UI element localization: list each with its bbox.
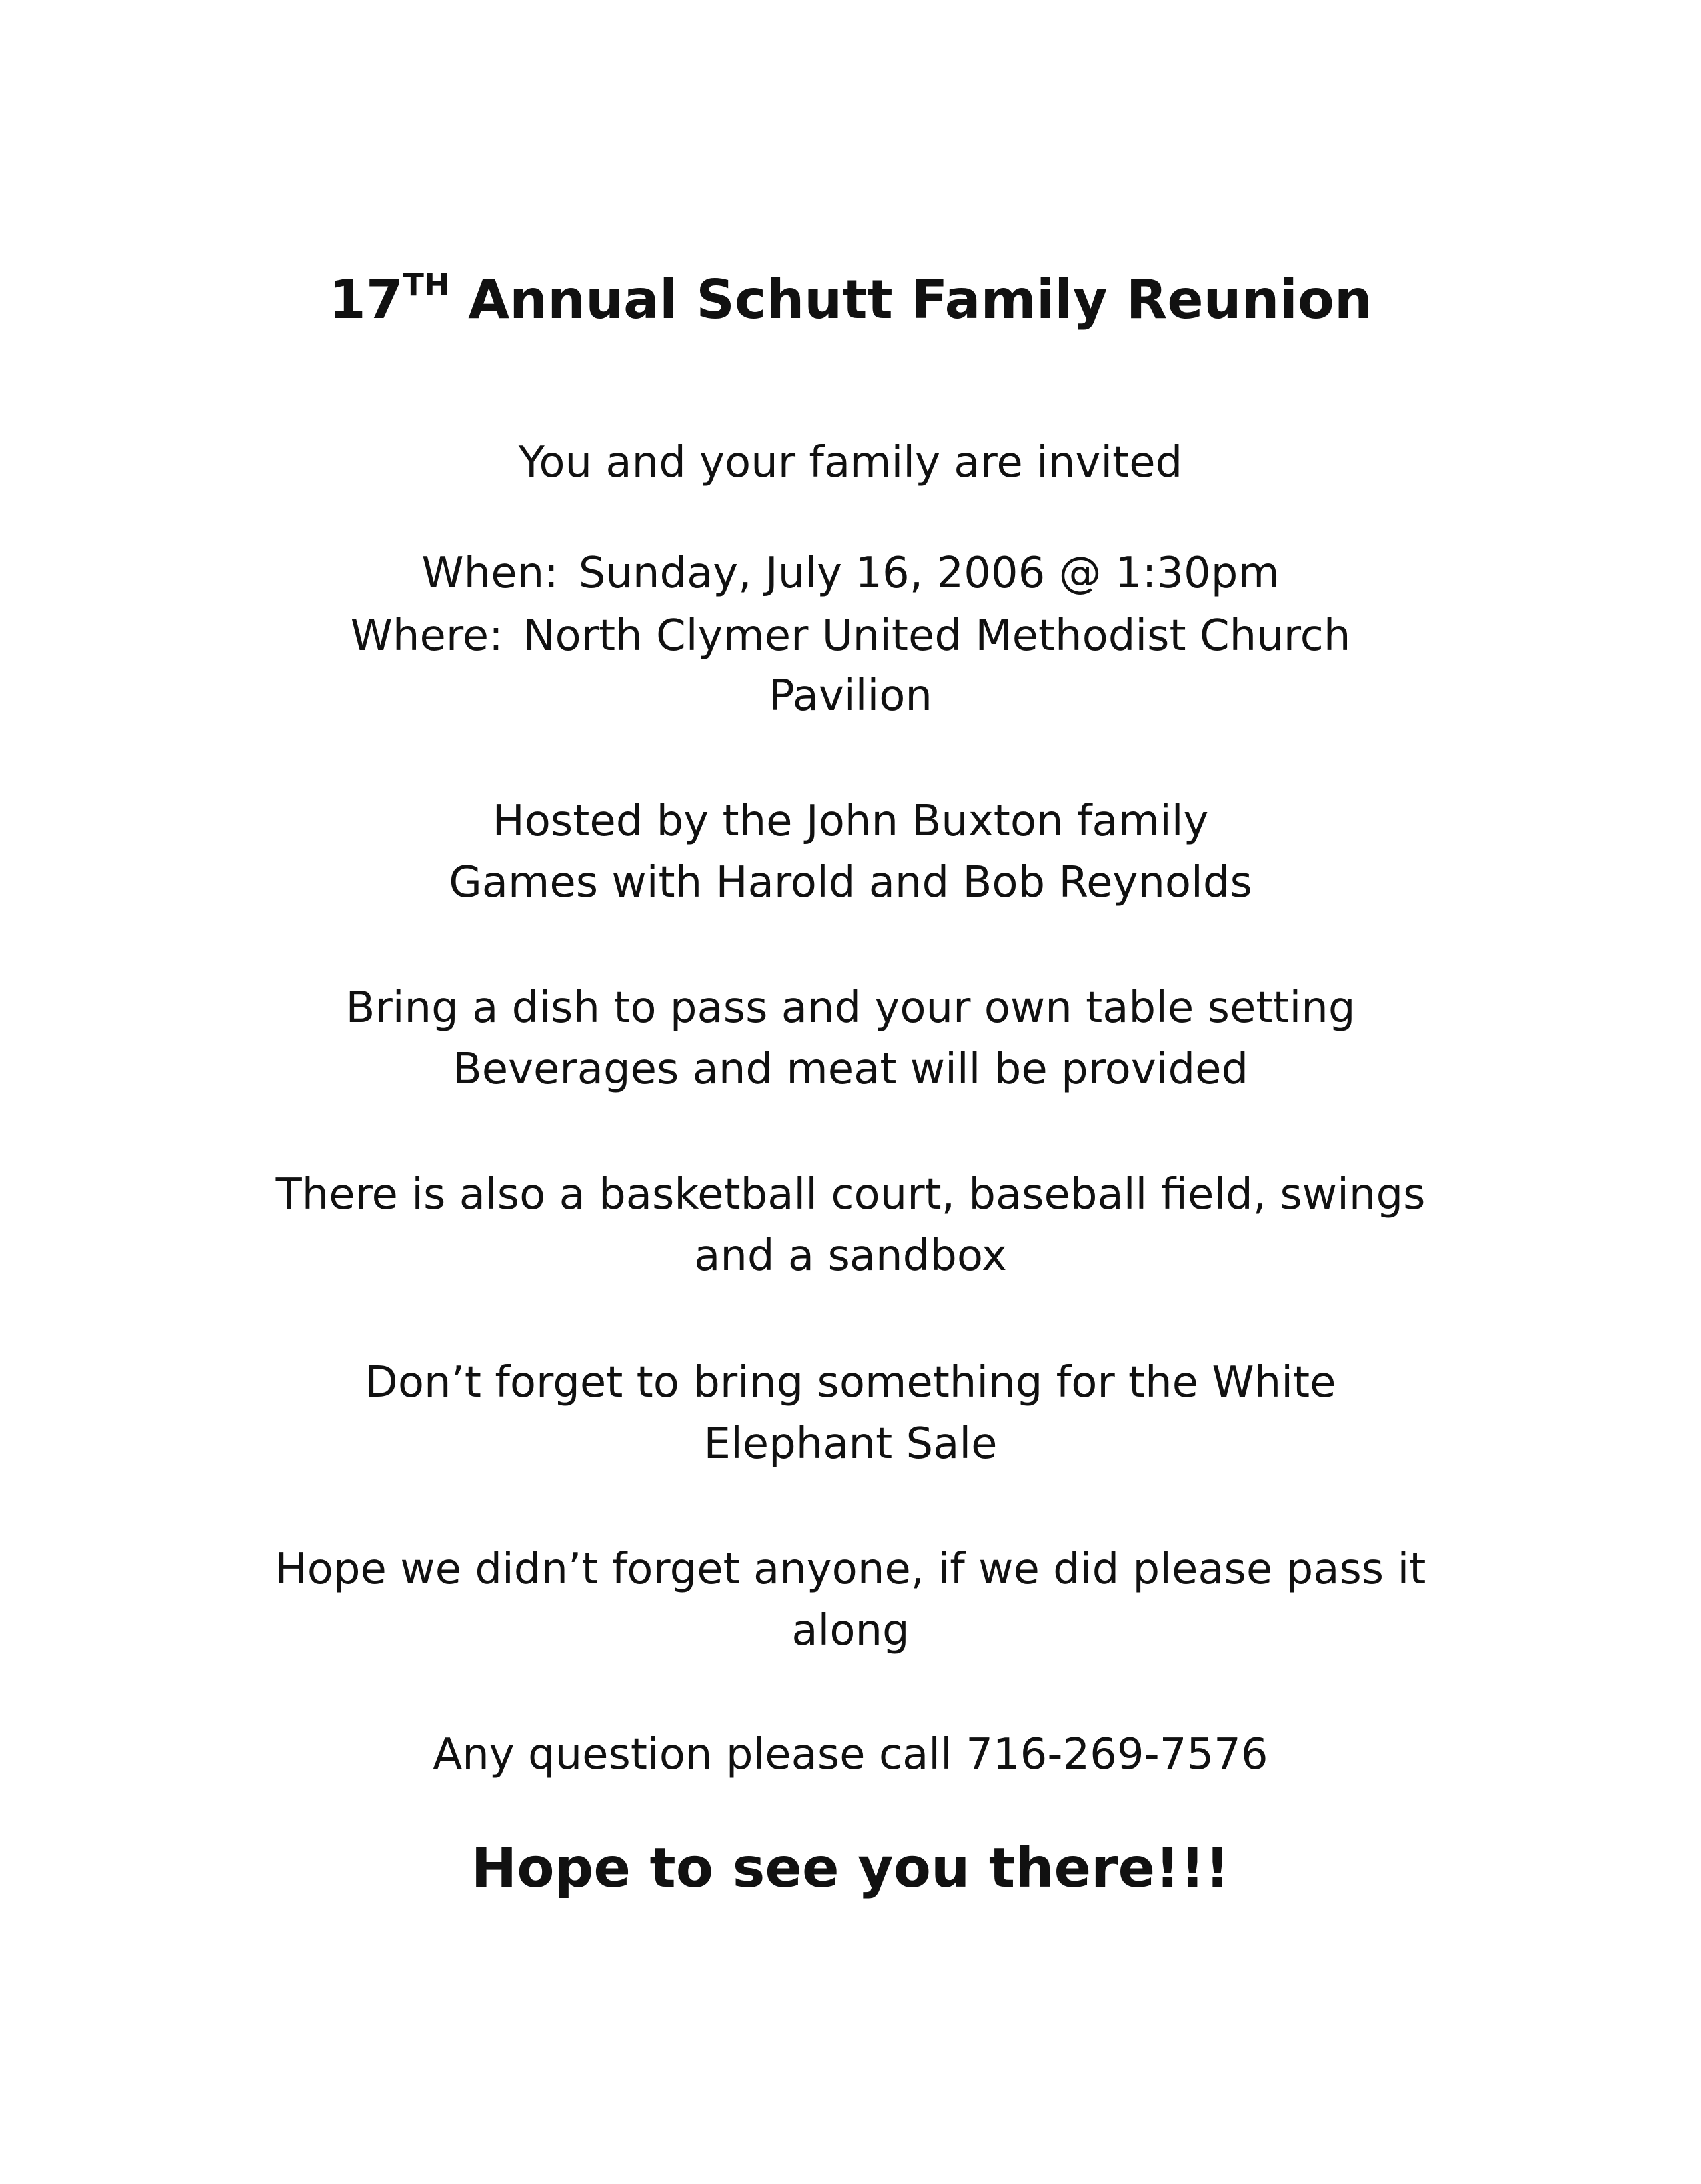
- facilities-line-continued: and a sandbox: [694, 1231, 1007, 1281]
- white-elephant-line: Don’t forget to bring something for the White: [365, 1358, 1336, 1407]
- facilities-line: There is also a basketball court, baseball field, swings: [275, 1170, 1426, 1219]
- games-line: Games with Harold and Bob Reynolds: [449, 858, 1252, 907]
- forget-line: Hope we didn’t forget anyone, if we did please pass it: [275, 1545, 1426, 1594]
- forget-line-continued: along: [791, 1606, 910, 1655]
- where-label: Where:: [350, 611, 503, 661]
- white-elephant-line-continued: Elephant Sale: [703, 1419, 998, 1469]
- flyer-title: [0, 267, 1701, 331]
- where-line: [0, 611, 1701, 661]
- where-value: North Clymer United Methodist Church: [523, 611, 1351, 661]
- where-value-continued: Pavilion: [769, 671, 932, 721]
- invite-line: You and your family are invited: [518, 438, 1183, 487]
- hosted-by-line: Hosted by the John Buxton family: [492, 797, 1209, 846]
- when-value: Sunday, July 16, 2006 @ 1:30pm: [578, 549, 1280, 598]
- title-number: 17: [329, 269, 403, 331]
- contact-line: Any question please call 716-269-7576: [433, 1730, 1268, 1779]
- dish-line: Bring a dish to pass and your own table setting: [345, 983, 1356, 1033]
- closing-line: Hope to see you there!!!: [471, 1837, 1230, 1900]
- beverages-line: Beverages and meat will be provided: [452, 1045, 1249, 1094]
- title-text: Annual Schutt Family Reunion: [468, 269, 1372, 331]
- when-label: When:: [421, 549, 559, 598]
- when-line: [0, 549, 1701, 598]
- title-ordinal-suffix: TH: [403, 267, 450, 303]
